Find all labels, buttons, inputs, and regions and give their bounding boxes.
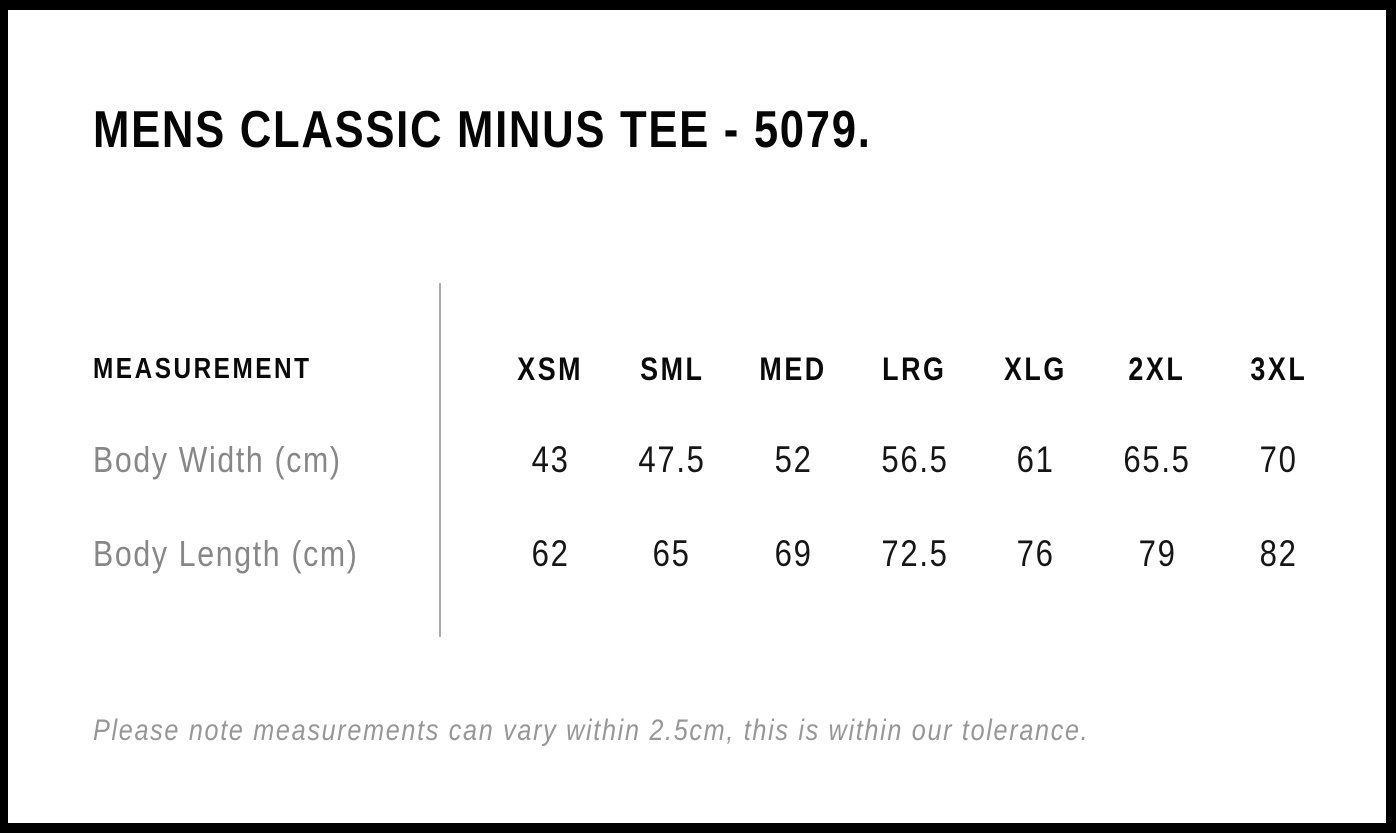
body-width-lrg-value: 56.5 (880, 439, 949, 480)
row-label-body-length: Body Length (cm) (93, 533, 359, 574)
body-length-xsm-value: 62 (531, 533, 570, 574)
size-header-lrg: LRG (882, 350, 947, 387)
body-width-xlg-value: 61 (1016, 439, 1055, 480)
size-header-med: MED (759, 350, 827, 387)
size-header-3xl: 3XL (1249, 350, 1307, 387)
size-header-xsm: XSM (517, 350, 584, 387)
body-width-med-value: 52 (774, 439, 813, 480)
body-length-med-value: 69 (774, 533, 813, 574)
page-title (93, 101, 1020, 159)
page-title-text: MENS CLASSIC MINUS TEE - 5079. (93, 101, 872, 159)
body-length-2xl-value: 79 (1138, 533, 1177, 574)
body-width-sml-value: 47.5 (638, 439, 706, 480)
body-length-xlg-value: 76 (1016, 533, 1055, 574)
row-label-body-width: Body Width (cm) (93, 439, 342, 480)
size-table-header-row (93, 339, 1343, 399)
size-header-xlg: XLG (1004, 350, 1068, 387)
body-width-2xl-value: 65.5 (1123, 439, 1191, 480)
size-header-sml: SML (639, 350, 705, 387)
table-row-body-length (93, 524, 1343, 584)
body-width-3xl-value: 70 (1259, 439, 1298, 480)
body-length-3xl-value: 82 (1259, 533, 1298, 574)
tolerance-note (93, 706, 1279, 756)
size-header-2xl: 2XL (1128, 350, 1186, 387)
body-length-lrg-value: 72.5 (880, 533, 949, 574)
tolerance-note-text: Please note measurements can vary within 2.5cm, this is within our tolerance. (93, 714, 1090, 747)
body-width-xsm-value: 43 (531, 439, 570, 480)
measurement-column-header: MEASUREMENT (93, 352, 312, 385)
body-length-sml-value: 65 (652, 533, 691, 574)
table-row-body-width (93, 430, 1343, 490)
